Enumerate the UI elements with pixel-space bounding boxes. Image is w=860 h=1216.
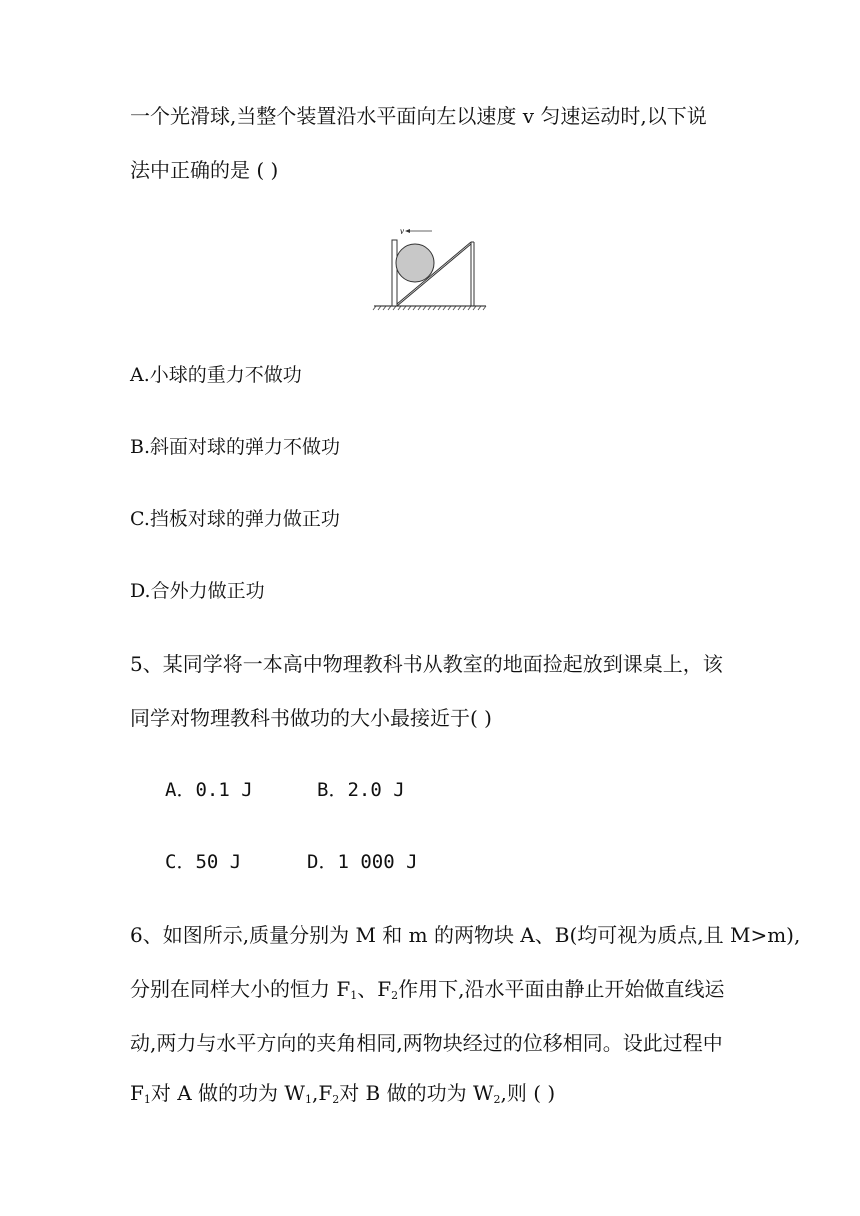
q5-option-a: A．0.1 J (165, 779, 253, 801)
q6-line2-part-c: 作用下,沿水平面由静止开始做直线运 (398, 977, 725, 1001)
q4-text-line-1: 一个光滑球,当整个装置沿水平面向左以速度 v 匀速运动时,以下说 (130, 104, 707, 128)
velocity-arrow-head (405, 229, 410, 233)
q4-option-a: A.小球的重力不做功 (130, 364, 302, 386)
q6-line4-sub-1: 1 (143, 1093, 151, 1106)
q5-options-row-2 (165, 850, 418, 874)
q6-text-line-4 (130, 1081, 555, 1105)
q6-line2-part-a: 分别在同样大小的恒力 F (130, 977, 351, 1001)
q4-option-b: B.斜面对球的弹力不做功 (130, 436, 341, 458)
q5-option-d: D．1 000 J (307, 851, 418, 873)
q6-line4-sub-4: 2 (493, 1093, 501, 1106)
velocity-label: v (400, 226, 404, 236)
q4-option-d: D.合外力做正功 (130, 580, 265, 602)
q6-line4-part-c: ,F (311, 1081, 333, 1105)
q5-text-line-2: 同学对物理教科书做功的大小最接近于( ) (130, 706, 492, 730)
baffle-plate (392, 240, 397, 306)
q4-text-line-2: 法中正确的是 ( ) (130, 158, 279, 182)
q6-line4-part-d: 对 B 做的功为 W (339, 1081, 494, 1105)
q6-line2-part-b: 、F (357, 977, 392, 1001)
q5-option-c: C．50 J (165, 851, 242, 873)
q4-figure (370, 222, 490, 321)
incline-ball-diagram (370, 222, 490, 317)
ball (396, 244, 434, 282)
q6-line2-sub-2: 2 (391, 989, 399, 1002)
q6-line4-part-a: F (130, 1081, 144, 1105)
q6-line4-part-b: 对 A 做的功为 W (150, 1081, 305, 1105)
q5-option-b: B．2.0 J (317, 779, 405, 801)
q6-line2-sub-1: 1 (350, 989, 358, 1002)
q5-options-row-1 (165, 778, 405, 802)
q4-option-c: C.挡板对球的弹力做正功 (130, 508, 340, 530)
q6-text-line-2 (130, 977, 724, 1001)
q5-text-line-1: 5、某同学将一本高中物理教科书从教室的地面捡起放到课桌上，该 (130, 652, 723, 676)
q6-text-line-1: 6、如图所示,质量分别为 M 和 m 的两物块 A、B(均可视为质点,且 M>m), (130, 923, 801, 947)
q6-line4-sub-2: 1 (304, 1093, 312, 1106)
ground (373, 306, 486, 310)
q6-text-line-3: 动,两力与水平方向的夹角相同,两物块经过的位移相同。设此过程中 (130, 1031, 723, 1055)
q6-line4-sub-3: 2 (332, 1093, 340, 1106)
q6-line4-part-e: ,则 ( ) (500, 1081, 556, 1105)
